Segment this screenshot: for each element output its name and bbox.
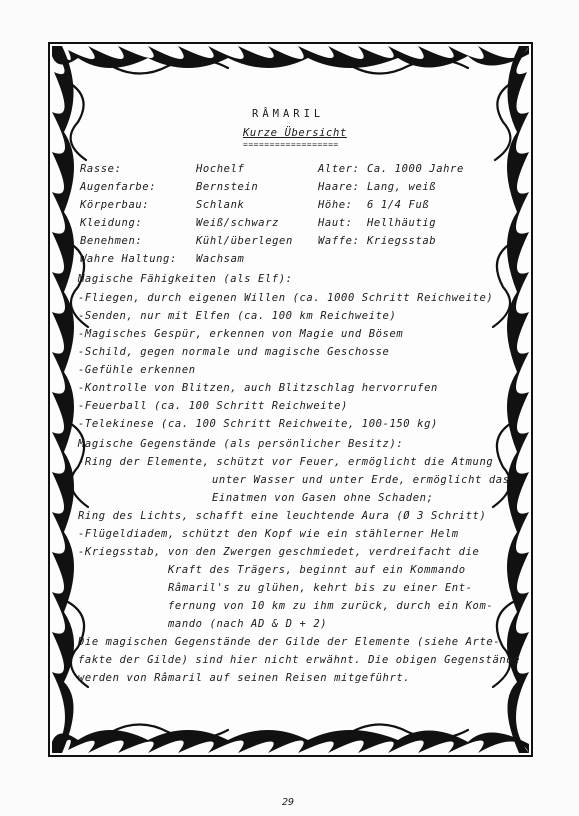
stat-value-augenfarbe: Bernstein [196, 181, 259, 193]
stat-value-kleidung: Weiß/schwarz [196, 217, 280, 229]
stat-label-augenfarbe: Augenfarbe: [80, 181, 157, 193]
stat-value-waffe: Kriegsstab [367, 235, 437, 247]
ring-elements-line: unter Wasser und unter Erde, ermöglicht das [212, 474, 510, 486]
document-subtitle: Kurze Übersicht [243, 127, 347, 139]
stat-value-wahre-haltung: Wachsam [196, 253, 245, 265]
ability-line: -Feuerball (ca. 100 Schritt Reichweite) [78, 400, 348, 412]
stat-value-koerperbau: Schlank [196, 199, 245, 211]
ability-line: -Telekinese (ca. 100 Schritt Reichweite, 100-150 kg) [78, 418, 438, 430]
stat-label-hoehe: Höhe: [318, 199, 353, 211]
ring-elements-line: Einatmen von Gasen ohne Schaden; [212, 492, 434, 504]
ring-light-line: Ring des Lichts, schafft eine leuchtende Aura (Ø 3 Schritt) [78, 510, 487, 522]
stat-label-haare: Haare: [318, 181, 360, 193]
stat-value-alter: Ca. 1000 Jahre [367, 163, 464, 175]
page-number: 29 [282, 797, 295, 808]
stat-value-hoehe: 6 1/4 Fuß [367, 199, 430, 211]
abilities-heading: Magische Fähigkeiten (als Elf): [78, 273, 293, 285]
ability-line: -Schild, gegen normale und magische Geschosse [78, 346, 390, 358]
stat-label-kleidung: Kleidung: [80, 217, 143, 229]
stat-label-alter: Alter: [318, 163, 360, 175]
closing-line: Die magischen Gegenstände der Gilde der Elemente (siehe Arte- [78, 636, 501, 648]
staff-line: mando (nach AD & D + 2) [168, 618, 328, 630]
staff-line: -Kriegsstab, von den Zwergen geschmiedet, verdreifacht die [78, 546, 480, 558]
closing-line: fakte der Gilde) sind hier nicht erwähnt. Die obigen Gegenstände [78, 654, 521, 666]
closing-line: werden von Râmaril auf seinen Reisen mitgeführt. [78, 672, 411, 684]
staff-line: Kraft des Trägers, beginnt auf ein Kommando [168, 564, 466, 576]
stat-label-wahre-haltung: Wahre Haltung: [80, 253, 177, 265]
ring-elements-line: -Ring der Elemente, schützt vor Feuer, ermöglicht die Atmung [78, 456, 494, 468]
stat-value-rasse: Hochelf [196, 163, 245, 175]
stat-value-benehmen: Kühl/überlegen [196, 235, 293, 247]
ability-line: -Senden, nur mit Elfen (ca. 100 km Reichweite) [78, 310, 397, 322]
stat-value-haare: Lang, weiß [367, 181, 437, 193]
ability-line: -Kontrolle von Blitzen, auch Blitzschlag hervorrufen [78, 382, 438, 394]
subtitle-double-underline: ================== [243, 140, 339, 149]
stat-label-haut: Haut: [318, 217, 353, 229]
stat-label-benehmen: Benehmen: [80, 235, 143, 247]
ability-line: -Magisches Gespür, erkennen von Magie und Bösem [78, 328, 404, 340]
staff-line: fernung von 10 km zu ihm zurück, durch ein Kom- [168, 600, 494, 612]
character-name-title: RÂMARIL [252, 108, 325, 120]
stat-label-rasse: Rasse: [80, 163, 122, 175]
diadem-line: -Flügeldiadem, schützt den Kopf wie ein stählerner Helm [78, 528, 459, 540]
stat-label-waffe: Waffe: [318, 235, 360, 247]
staff-line: Râmaril's zu glühen, kehrt bis zu einer Ent- [168, 582, 473, 594]
ability-line: -Fliegen, durch eigenen Willen (ca. 1000 Schritt Reichweite) [78, 292, 494, 304]
ability-line: -Gefühle erkennen [78, 364, 196, 376]
stat-label-koerperbau: Körperbau: [80, 199, 150, 211]
objects-heading: Magische Gegenstände (als persönlicher Besitz): [78, 438, 404, 450]
stat-value-haut: Hellhäutig [367, 217, 437, 229]
